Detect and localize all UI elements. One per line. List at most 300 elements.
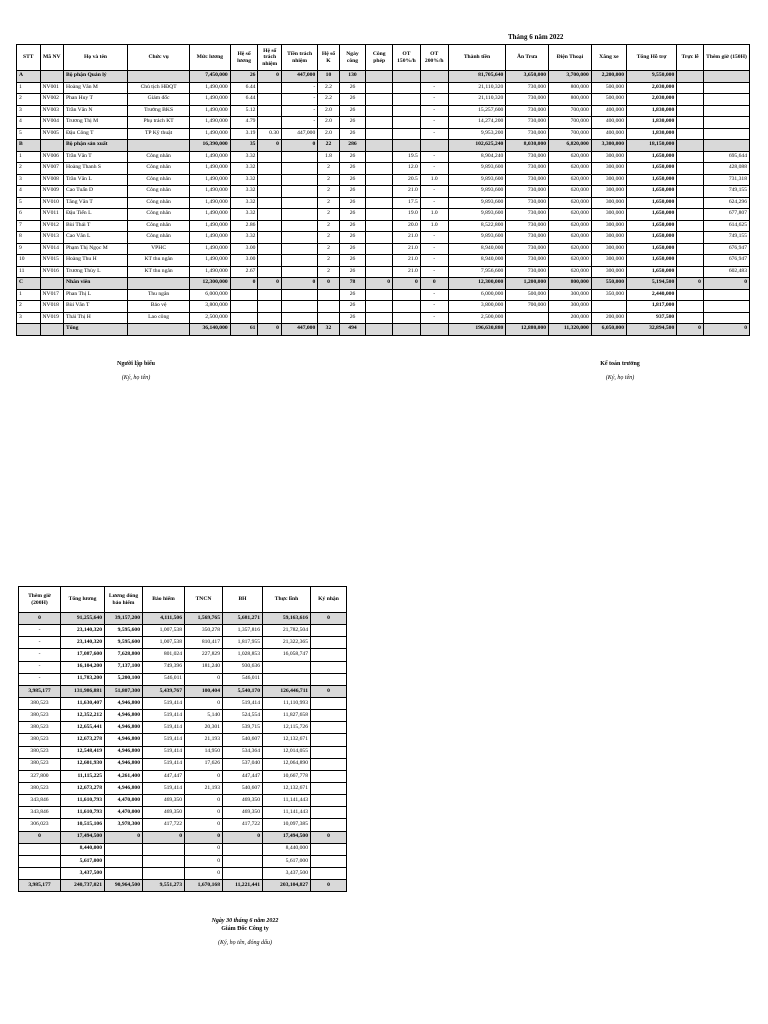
table-cell: 17,494,500 [263, 831, 311, 843]
table-cell [366, 174, 393, 186]
column-header: Hệ số K [318, 45, 339, 71]
table-cell [311, 867, 347, 879]
section-row [19, 685, 347, 697]
table-cell: - [19, 649, 61, 661]
table-cell: 21.0 [393, 232, 421, 244]
table-cell [366, 232, 393, 244]
table-cell [703, 71, 749, 83]
table-cell: 306,023 [19, 819, 61, 831]
column-header: Lương đóng bảo hiểm [105, 587, 143, 613]
table-cell: 1,490,000 [190, 151, 231, 163]
table-cell [281, 186, 317, 198]
table-cell: 1,490,000 [190, 82, 231, 94]
table-cell: 700,000 [549, 117, 592, 129]
table-cell [258, 301, 282, 313]
table-cell: Nhân viên [64, 278, 128, 290]
table-cell: 1,200,000 [506, 278, 549, 290]
table-cell: 59,163,616 [263, 613, 311, 625]
table-cell: 546,011 [223, 673, 263, 685]
table-cell: 1,817,000 [627, 301, 677, 313]
table-cell: 90,964,500 [105, 880, 143, 892]
table-cell: 0 [258, 324, 282, 336]
table-cell: Phan Huy T [64, 94, 128, 106]
table-cell: Đậu Tiến L [64, 209, 128, 221]
table-cell: 519,414 [143, 697, 185, 709]
table-cell: 0 [185, 795, 223, 807]
table-cell [311, 722, 347, 734]
table-cell: 12,548,419 [61, 746, 105, 758]
table-cell: 2 [17, 163, 41, 175]
table-cell: 519,414 [223, 697, 263, 709]
table-cell: - [420, 243, 448, 255]
table-cell [258, 209, 282, 221]
table-cell: - [420, 151, 448, 163]
table-cell [258, 151, 282, 163]
table-cell: 300,000 [591, 220, 626, 232]
table-cell: 5,540,170 [223, 685, 263, 697]
table-cell: 8,440,000 [263, 843, 311, 855]
table-cell: 6,000,000 [190, 289, 231, 301]
table-cell [366, 82, 393, 94]
table-cell: 12,132,671 [263, 734, 311, 746]
table-cell: 131,986,881 [61, 685, 105, 697]
table-cell: 1,490,000 [190, 243, 231, 255]
table-cell: 8,940,000 [448, 243, 506, 255]
table-cell: 0 [677, 324, 704, 336]
table-cell: 2 [318, 197, 339, 209]
table-cell: 11,783,200 [61, 673, 105, 685]
table-cell: NV009 [40, 186, 64, 198]
table-cell: 550,000 [591, 278, 626, 290]
table-row [17, 266, 750, 278]
table-cell: 1,650,000 [627, 186, 677, 198]
table-cell: 12,673,278 [61, 734, 105, 746]
table-cell: 300,000 [591, 255, 626, 267]
table-cell: 15,257,600 [448, 105, 506, 117]
table-row [17, 301, 750, 313]
table-cell [703, 301, 749, 313]
table-cell: 16,058,747 [263, 649, 311, 661]
table-cell: Công nhân [128, 151, 190, 163]
table-cell: 4 [17, 186, 41, 198]
table-cell [318, 289, 339, 301]
table-cell [703, 94, 749, 106]
table-row [19, 710, 347, 722]
table-cell: 4,946,800 [105, 722, 143, 734]
table-cell: - [281, 105, 317, 117]
table-cell: Công nhân [128, 197, 190, 209]
table-cell: C [17, 278, 41, 290]
table-cell: 1,490,000 [190, 163, 231, 175]
table-cell: Hoàng Thu H [64, 255, 128, 267]
table-cell: 26 [339, 105, 366, 117]
table-cell: NV008 [40, 174, 64, 186]
table-cell: 26 [339, 255, 366, 267]
section-row [17, 71, 750, 83]
table-cell: 2 [318, 243, 339, 255]
table-cell: 9,893,600 [448, 197, 506, 209]
table-cell: 0 [105, 831, 143, 843]
table-cell: 26 [339, 266, 366, 278]
table-cell [366, 209, 393, 221]
table-cell: 3 [17, 105, 41, 117]
table-cell: 26 [339, 220, 366, 232]
table-cell: Lao công [128, 312, 190, 324]
table-cell: 494 [339, 324, 366, 336]
table-cell [677, 128, 704, 140]
table-cell: - [420, 94, 448, 106]
table-cell [258, 197, 282, 209]
table-cell: Giám đốc [128, 94, 190, 106]
table-cell [393, 289, 421, 301]
table-cell: 2.0 [318, 117, 339, 129]
table-cell: 26 [339, 117, 366, 129]
table-cell: 11,221,441 [223, 880, 263, 892]
table-cell [19, 867, 61, 879]
table-cell: 4,261,400 [105, 770, 143, 782]
table-cell [677, 266, 704, 278]
preparer-title: Người lập biểu [117, 361, 155, 367]
table-cell: 7 [17, 220, 41, 232]
table-cell: 534,364 [223, 746, 263, 758]
table-cell [258, 82, 282, 94]
table-cell: 400,000 [591, 117, 626, 129]
table-cell: 730,000 [506, 209, 549, 221]
table-cell [311, 625, 347, 637]
table-cell: 0 [703, 278, 749, 290]
table-cell: 11,827,658 [263, 710, 311, 722]
table-cell: 8 [17, 232, 41, 244]
table-row [17, 232, 750, 244]
table-cell: 130 [339, 71, 366, 83]
table-cell: Trần Văn N [64, 105, 128, 117]
grand-total-row [17, 324, 750, 336]
table-cell: 2,030,000 [627, 82, 677, 94]
table-row [19, 770, 347, 782]
table-cell: 300,000 [591, 163, 626, 175]
table-cell: 3.32 [230, 197, 258, 209]
table-cell: 3.32 [230, 151, 258, 163]
table-cell: 469,350 [143, 795, 185, 807]
table-cell [677, 289, 704, 301]
table-cell [703, 128, 749, 140]
table-cell: 3.32 [230, 174, 258, 186]
table-cell: 620,000 [549, 163, 592, 175]
table-cell: Chủ tịch HĐQT [128, 82, 190, 94]
table-cell: 2 [17, 94, 41, 106]
table-row [19, 673, 347, 685]
table-cell: 540,607 [223, 782, 263, 794]
table-cell: 380,523 [19, 746, 61, 758]
table-cell: 3,800,000 [448, 301, 506, 313]
table-cell: 300,000 [591, 232, 626, 244]
table-cell: 0 [185, 867, 223, 879]
table-cell: 500,000 [506, 289, 549, 301]
table-cell [420, 71, 448, 83]
table-cell: 730,000 [506, 151, 549, 163]
table-cell [281, 174, 317, 186]
table-cell [258, 186, 282, 198]
table-cell: 730,000 [506, 266, 549, 278]
table-cell: 9,551,273 [143, 880, 185, 892]
table-cell: 17,626 [185, 758, 223, 770]
table-cell: 12,300,000 [190, 278, 231, 290]
table-cell [40, 324, 64, 336]
table-cell: 10,515,106 [61, 819, 105, 831]
table-cell [366, 163, 393, 175]
table-cell: 11,610,793 [61, 807, 105, 819]
section-row [19, 831, 347, 843]
table-cell: 620,000 [549, 186, 592, 198]
table-cell: NV005 [40, 128, 64, 140]
table-cell: 23,140,320 [61, 625, 105, 637]
table-cell: 1,830,000 [627, 128, 677, 140]
table-cell: 749,155 [703, 186, 749, 198]
column-header: Điện Thoại [549, 45, 592, 71]
column-header: Tổng Hỗ trợ [627, 45, 677, 71]
table-cell: 3,978,300 [105, 819, 143, 831]
table-row [19, 637, 347, 649]
table-cell: - [420, 163, 448, 175]
column-header: Công phép [366, 45, 393, 71]
table-cell: 3.32 [230, 209, 258, 221]
table-cell [703, 82, 749, 94]
table-cell: 730,000 [506, 232, 549, 244]
table-cell: 0.30 [258, 128, 282, 140]
table-cell: 2,500,000 [448, 312, 506, 324]
table-cell: 26 [339, 232, 366, 244]
table-cell: 1,357,816 [223, 625, 263, 637]
table-cell [677, 151, 704, 163]
column-header: Hệ số trách nhiệm [258, 45, 282, 71]
table-cell: NV015 [40, 255, 64, 267]
table-cell: 546,011 [143, 673, 185, 685]
table-cell: - [19, 637, 61, 649]
table-cell [258, 163, 282, 175]
table-cell: 9,893,600 [448, 174, 506, 186]
table-cell: 1,490,000 [190, 197, 231, 209]
table-cell: 1,490,000 [190, 117, 231, 129]
table-cell: Trưởng BKS [128, 105, 190, 117]
table-row [17, 94, 750, 106]
table-cell: 0 [19, 613, 61, 625]
table-cell: 5 [17, 128, 41, 140]
table-cell: 14,950 [185, 746, 223, 758]
table-cell [281, 312, 317, 324]
table-cell: 1,830,000 [627, 105, 677, 117]
table-cell: 11,115,225 [61, 770, 105, 782]
table-cell: 9,550,000 [627, 71, 677, 83]
table-cell [591, 301, 626, 313]
table-cell: 4,946,800 [105, 782, 143, 794]
table-cell: 3.32 [230, 163, 258, 175]
table-cell [366, 289, 393, 301]
table-cell: 21,110,320 [448, 94, 506, 106]
table-cell: 800,000 [549, 94, 592, 106]
table-cell: 5,194,500 [627, 278, 677, 290]
table-cell: 9,893,600 [448, 232, 506, 244]
column-header: BH [223, 587, 263, 613]
table-cell: 300,000 [549, 301, 592, 313]
table-cell: 17.5 [393, 197, 421, 209]
table-cell [677, 220, 704, 232]
table-row [17, 174, 750, 186]
table-cell: 350,000 [591, 289, 626, 301]
table-cell: 2.2 [318, 82, 339, 94]
table-cell: 1 [17, 82, 41, 94]
table-cell: NV003 [40, 105, 64, 117]
table-cell [258, 232, 282, 244]
table-cell: 9,893,600 [448, 186, 506, 198]
page-title: Tháng 6 năm 2022 [508, 33, 564, 41]
table-cell [318, 312, 339, 324]
table-cell [366, 186, 393, 198]
table-cell: 21,110,320 [448, 82, 506, 94]
table-cell: 10 [17, 255, 41, 267]
table-cell: 1,650,000 [627, 174, 677, 186]
table-cell: 12,300,000 [448, 278, 506, 290]
table-cell: 500,000 [591, 82, 626, 94]
table-cell: 20.5 [393, 174, 421, 186]
table-cell: 620,000 [549, 243, 592, 255]
table-cell [677, 82, 704, 94]
table-cell [311, 661, 347, 673]
table-cell: 2.0 [318, 128, 339, 140]
table-cell: NV011 [40, 209, 64, 221]
table-cell: 327,800 [19, 770, 61, 782]
table-cell: 1.8 [318, 151, 339, 163]
table-cell: 3.00 [230, 255, 258, 267]
table-cell: 1,490,000 [190, 186, 231, 198]
table-cell [366, 220, 393, 232]
table-cell: 1,650,000 [627, 255, 677, 267]
table-cell: 730,000 [506, 197, 549, 209]
table-cell: 677,807 [703, 209, 749, 221]
table-row [17, 220, 750, 232]
table-row [19, 807, 347, 819]
table-cell: 9,893,600 [448, 209, 506, 221]
column-header: Chức vụ [128, 45, 190, 71]
table-cell: 100,404 [185, 685, 223, 697]
table-cell: 5,140 [185, 710, 223, 722]
table-cell: 20,301 [185, 722, 223, 734]
table-row [17, 243, 750, 255]
table-cell: 10 [318, 71, 339, 83]
table-cell: 3 [17, 312, 41, 324]
table-cell: Tăng Văn T [64, 197, 128, 209]
table-cell: 3.32 [230, 232, 258, 244]
table-cell [420, 324, 448, 336]
table-row [17, 105, 750, 117]
table-cell [19, 843, 61, 855]
table-cell: 1,490,000 [190, 94, 231, 106]
table-cell: 800,000 [549, 278, 592, 290]
table-cell: Công nhân [128, 220, 190, 232]
table-cell: B [17, 140, 41, 152]
table-cell: 8,522,800 [448, 220, 506, 232]
table-row [17, 163, 750, 175]
table-cell [366, 197, 393, 209]
table-cell: 21.0 [393, 243, 421, 255]
table-cell: A [17, 71, 41, 83]
table-cell: 3.32 [230, 186, 258, 198]
table-cell: 26 [339, 243, 366, 255]
table-cell: 700,000 [549, 128, 592, 140]
table-cell: 447,447 [143, 770, 185, 782]
table-cell: Hoàng Văn M [64, 82, 128, 94]
table-cell [366, 128, 393, 140]
table-cell: NV007 [40, 163, 64, 175]
table-cell: 12,115,726 [263, 722, 311, 734]
table-cell: - [19, 661, 61, 673]
table-cell [223, 855, 263, 867]
table-cell: Bộ phận sản xuất [64, 140, 128, 152]
column-header: Mã NV [40, 45, 64, 71]
table-cell: 26 [339, 209, 366, 221]
table-row [19, 697, 347, 709]
table-cell: 2 [318, 255, 339, 267]
table-cell: 1,650,000 [627, 266, 677, 278]
table-cell: 0 [230, 278, 258, 290]
table-cell: 730,000 [506, 243, 549, 255]
table-cell: 7,956,600 [448, 266, 506, 278]
table-cell: 0 [185, 831, 223, 843]
table-cell: 801,024 [143, 649, 185, 661]
table-cell: 400,000 [591, 105, 626, 117]
table-cell: - [420, 197, 448, 209]
table-cell: NV019 [40, 312, 64, 324]
table-cell: 519,414 [143, 746, 185, 758]
table-cell [281, 220, 317, 232]
table-cell [677, 301, 704, 313]
table-cell: 11 [17, 266, 41, 278]
table-cell [230, 289, 258, 301]
table-cell: 35 [230, 140, 258, 152]
table-cell: 730,000 [506, 186, 549, 198]
table-cell: Đậu Công T [64, 128, 128, 140]
table-cell: 3,985,177 [19, 880, 61, 892]
section-row [17, 140, 750, 152]
table-cell: 6,820,000 [549, 140, 592, 152]
table-cell: 1,650,000 [627, 220, 677, 232]
column-header: STT [17, 45, 41, 71]
table-cell: 343,846 [19, 795, 61, 807]
table-cell: 730,000 [506, 163, 549, 175]
table-cell: 2,030,000 [627, 94, 677, 106]
table-cell: Cao Văn L [64, 232, 128, 244]
table-cell [677, 312, 704, 324]
table-cell: 614,625 [703, 220, 749, 232]
table-cell [393, 117, 421, 129]
table-cell [281, 266, 317, 278]
chief-accountant-title: Kế toán trưởng [600, 361, 640, 367]
table-cell: 26 [339, 289, 366, 301]
table-cell: 3,650,000 [506, 71, 549, 83]
table-cell: 1,490,000 [190, 174, 231, 186]
table-cell: 26 [339, 186, 366, 198]
table-cell [258, 312, 282, 324]
table-cell: 3 [17, 174, 41, 186]
table-cell: 5,439,767 [143, 685, 185, 697]
table-cell: 5 [17, 197, 41, 209]
grand-total-row [19, 880, 347, 892]
table-cell [393, 82, 421, 94]
table-cell [677, 209, 704, 221]
table-cell: 12,880,000 [506, 324, 549, 336]
table-row [19, 867, 347, 879]
table-cell [311, 855, 347, 867]
table-row [19, 649, 347, 661]
